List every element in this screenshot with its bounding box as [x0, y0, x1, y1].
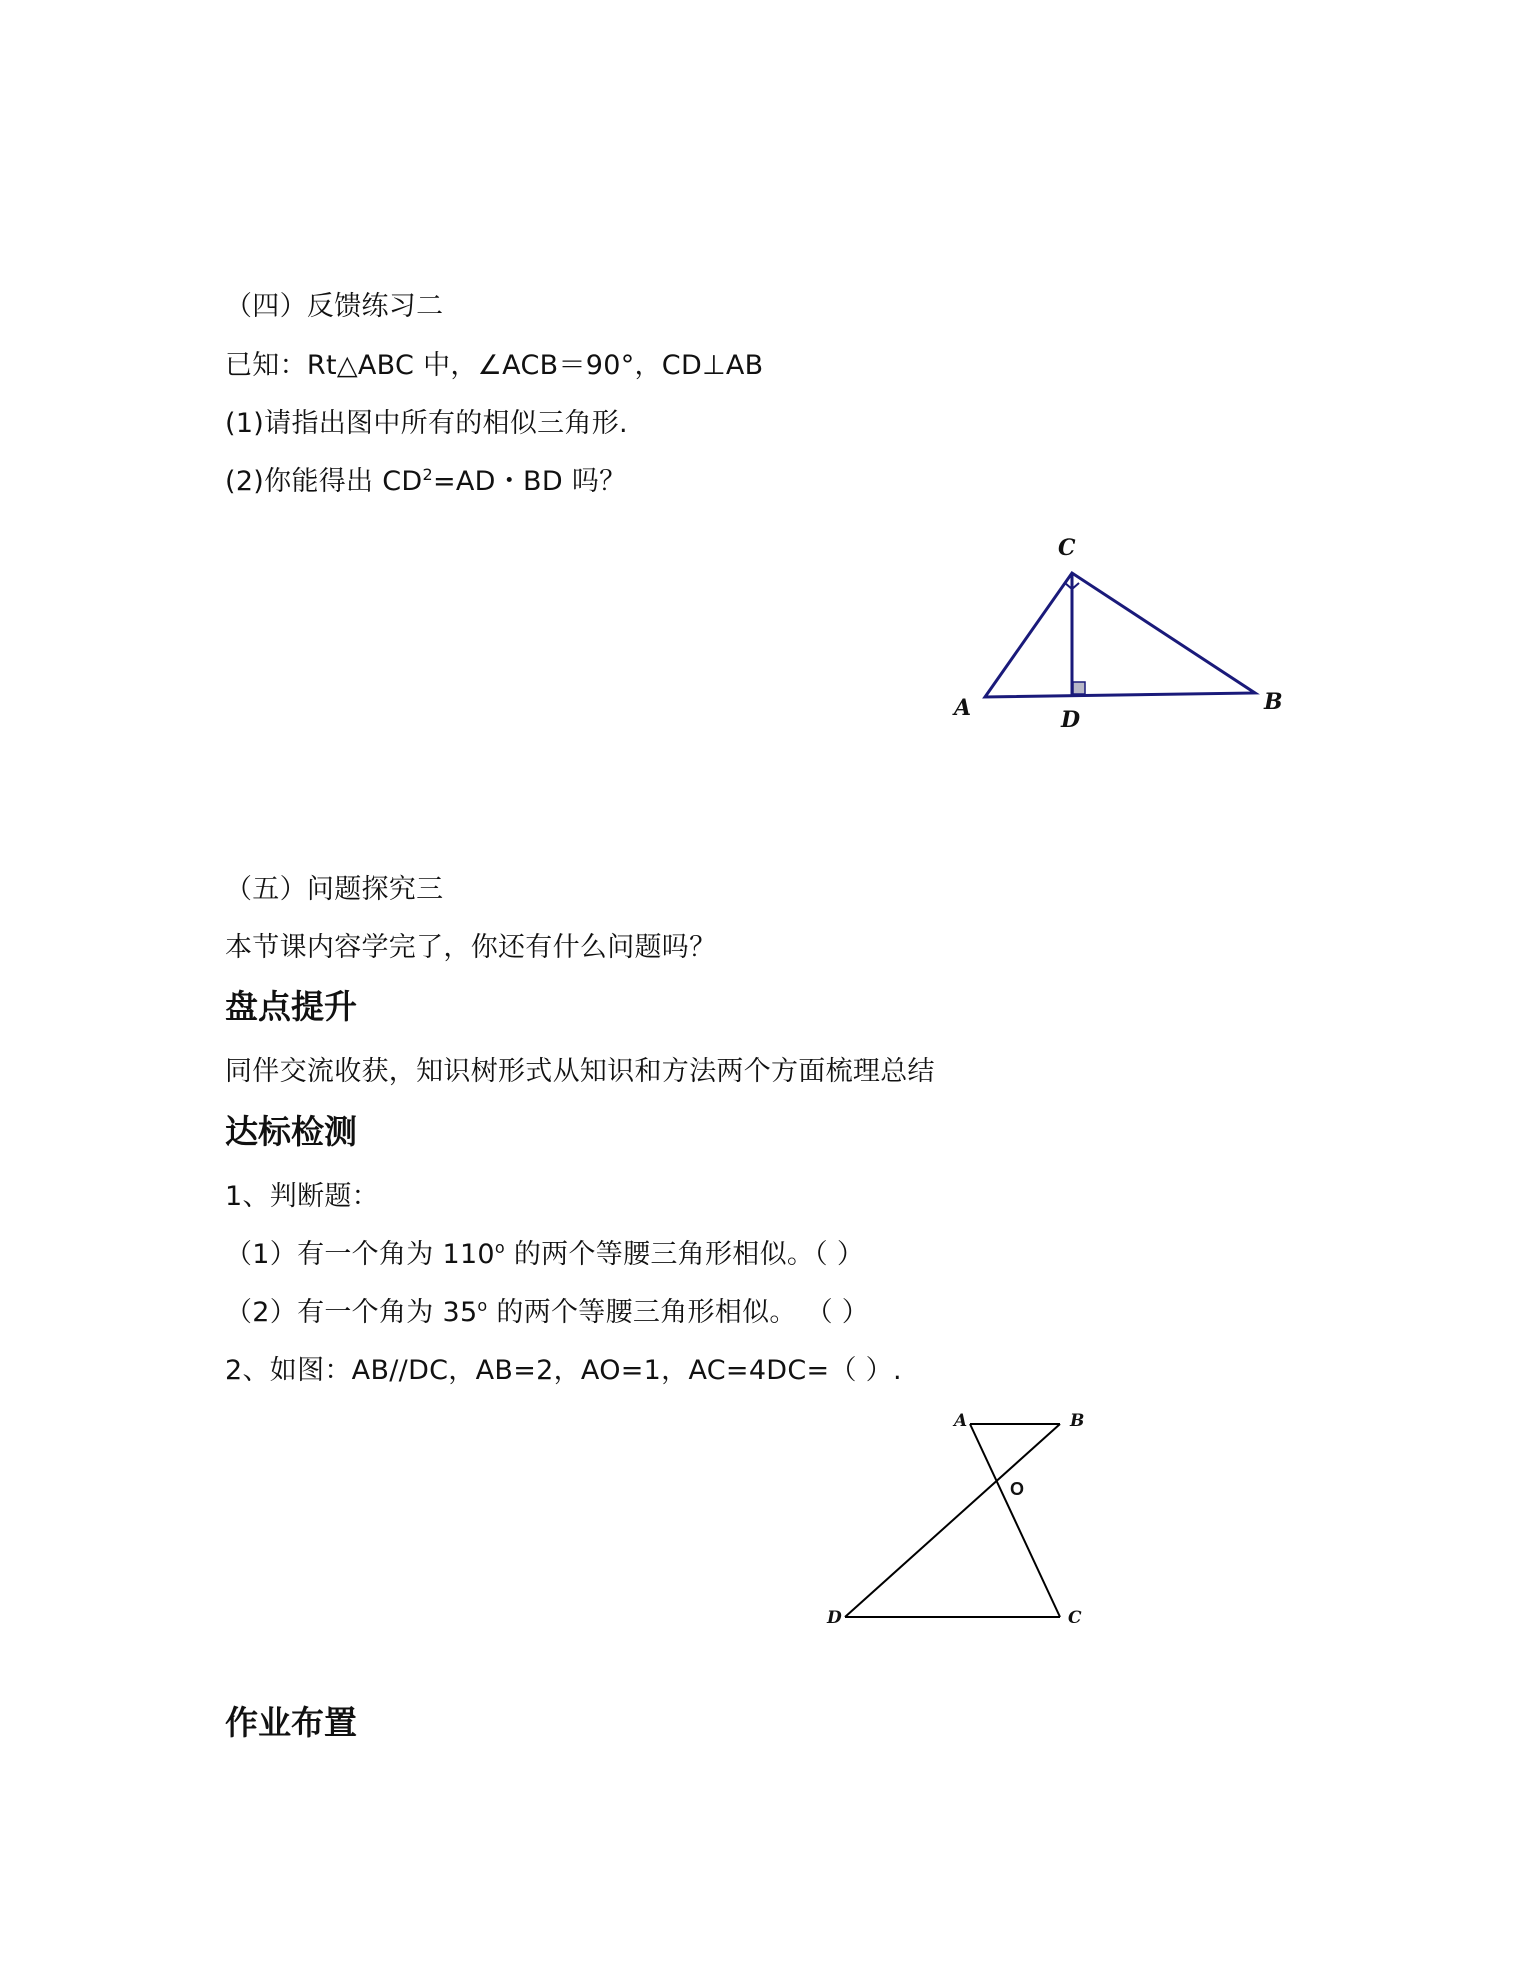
summary-text: 同伴交流收获，知识树形式从知识和方法两个方面梳理总结 — [225, 1056, 935, 1087]
test-heading: 达标检测 — [225, 1112, 357, 1151]
test-item-1: 1、判断题： — [225, 1181, 379, 1212]
homework-heading: 作业布置 — [225, 1703, 357, 1742]
item-1-1-text-end: 的两个等腰三角形相似。（ ） — [505, 1239, 865, 1270]
right-triangle-figure — [940, 525, 1300, 740]
section4-given: 已知：Rt△ABC 中，∠ACB＝90°，CD⊥AB — [225, 350, 764, 381]
label-o: O — [1010, 1479, 1025, 1499]
q2-text-end: =AD・BD 吗？ — [432, 466, 627, 497]
item-1-2-text-end: 的两个等腰三角形相似。 （ ） — [487, 1297, 870, 1328]
q2-superscript: 2 — [422, 465, 433, 484]
label-b2: B — [1070, 1411, 1085, 1431]
item-1-1-degree: o — [494, 1238, 505, 1257]
segment-ac — [970, 1424, 1060, 1617]
item-1-2-degree: o — [477, 1296, 488, 1315]
crossing-triangles-figure — [820, 1400, 1100, 1640]
section5-title: （五）问题探究三 — [225, 874, 444, 905]
label-d: D — [1061, 707, 1081, 733]
right-angle-mark-d — [1073, 682, 1085, 694]
test-item-1-2 — [225, 1296, 869, 1330]
section5-text: 本节课内容学完了，你还有什么问题吗？ — [225, 932, 717, 963]
section4-question-2 — [225, 465, 626, 499]
label-c2: C — [1068, 1608, 1082, 1628]
triangle-abc — [985, 573, 1255, 697]
label-a: A — [954, 695, 972, 721]
summary-heading: 盘点提升 — [225, 987, 357, 1026]
label-a2: A — [954, 1411, 968, 1431]
label-b: B — [1264, 689, 1283, 715]
item-1-1-text-start: （1）有一个角为 110 — [225, 1239, 495, 1270]
item-1-2-text-start: （2）有一个角为 35 — [225, 1297, 478, 1328]
label-d2: D — [827, 1608, 842, 1628]
section4-question-1: (1)请指出图中所有的相似三角形. — [225, 408, 628, 439]
label-c: C — [1058, 535, 1076, 561]
segment-bd — [845, 1424, 1060, 1617]
section4-title: （四）反馈练习二 — [225, 291, 444, 322]
test-item-1-1 — [225, 1238, 864, 1272]
test-item-2: 2、如图：AB//DC，AB=2，AO=1，AC=4DC=（ ）. — [225, 1355, 902, 1386]
q2-text-start: (2)你能得出 CD — [225, 466, 423, 497]
